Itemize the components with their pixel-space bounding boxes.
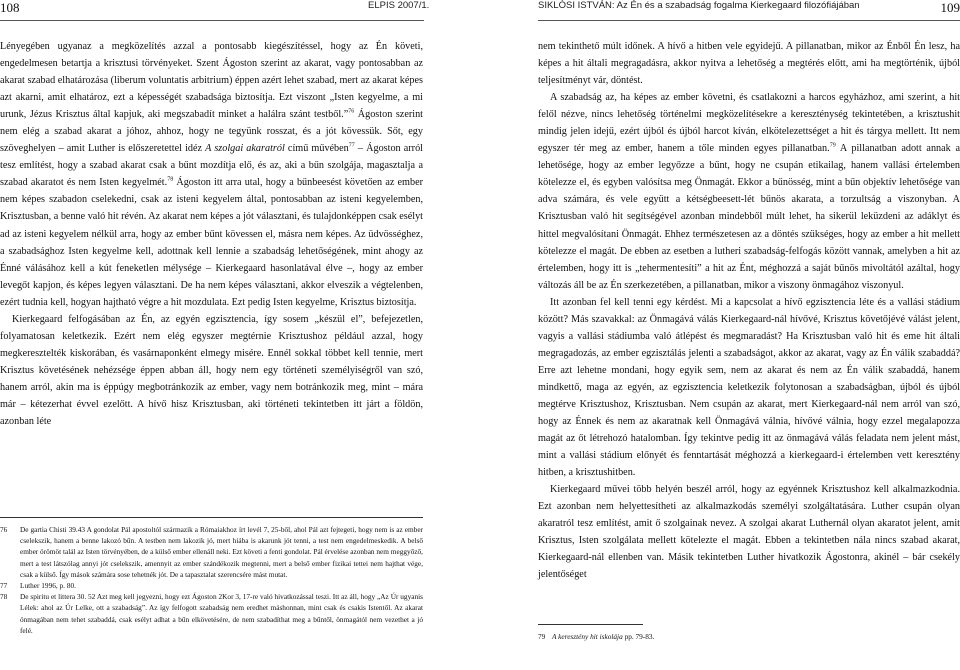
footnote-77-number: 77: [0, 581, 8, 591]
right-paragraph-2: [538, 89, 960, 294]
footnote-78: [0, 591, 423, 636]
left-paragraph-2: Kierkegaard felfogásában az Én, az egyén egzisztencia, így sosem „készül el”, befejezetlen, folyamatosan keletkezik. Ezért nem elég egyszer megtérnie Krisztushoz például azzal, hogy megkeresztelték kiskorában, és vasárnaponként elmegy misére. Ennél sokkal többet kell tennie, mert Krisztus követésének nehézsége éppen abban áll, hogy nem egy történeti személyiségről van szó, hanem arról, akin ma is éppúgy megbotránkozik az ember, vagy nem botránkozik meg, mint – mára már – kétezerhat évvel ezelőtt. A hívő hisz Krisztusban, aki történeti tekintetben itt járt a földön, azonban léte: [0, 313, 423, 428]
work-title-szolgai-akaratrol: A szolgai akaratról: [205, 143, 285, 155]
left-running-title: ELPIS 2007/1.: [368, 0, 430, 11]
footnote-76-text: De gartia Chisti 39.43 A gondolat Pál apostoltól származik a Rómaiakhoz írt levél 7, 25-ből, ahol Pál azt fejtegeti, hogy nem is az ember cselekszik, hanem a benne lakozó bűn. A testben nem lakozik jó, mert hiába is akarunk jót tenni, a test nem engedelmeskedik. A belső ember örömöt talál az Isten törvényében, de a külső ember ellenáll neki. Ezt követi a fenti gondolat. Pál érvelése azonban nem meggyőző, mert a test látszólag annyi jót cselekszik, amennyit az ember szándékozik megtenni, mert a belső ember fizikai tettei nem hajthat vége, csak a külső. Így mások számára sose tehetnék jót. De a tapasztalat szerencsére mást mutat.: [20, 525, 424, 579]
left-header-rule: [0, 20, 424, 21]
right-paragraph-4: Kierkegaard művei több helyén beszél arról, hogy az egyénnek Krisztushoz kell alkalmazkodnia. Ezt azonban nem helyettesítheti az alkalmazkodás személyi szolgáltatására. Luther csupán olyan akaratról tesz említést, amit ő szolgainak nevez. A szolgai akarat Luthernál olyan akaratot jelent, amit Krisztus, Isten szolgálata mellett kötelezte el magát. Ebben a tekintetben nála nincs szabad akarat, Kierkegaard-nál ellenben van. Másik tekintetben Luther hivatkozik Ágostonra, akinél – bár csekély jelentőséget: [538, 484, 960, 581]
footnote-76-number: 76: [0, 525, 8, 534]
footnote-ref-79[interactable]: 79: [829, 142, 836, 149]
right-header-rule: [538, 20, 960, 21]
right-paragraph-1: nem tekinthető múlt időnek. A hívő a hitben vele egyidejű. A pillanatban, mikor az Énből Én lesz, ha képes a hit általi megragadásra, akkor nyitva a lehetőség a megtérés előtt, ami ha megtörténik, újból teljesítményt vár, döntést.: [538, 41, 960, 87]
footnote-77-text: Luther 1996, p. 80.: [20, 581, 76, 591]
left-paragraph-1-cont-2: című művében: [284, 143, 349, 155]
right-page-number: 109: [940, 0, 960, 15]
right-paragraph-2-cont: A pillanatban adott annak a lehetősége, hogy az ember legyőzze a bűnt, hogy ne csupán etikailag, hanem vallási értelemben kötelezze el, és egyben valósítsa meg Önmagát. Ekkor a bűnösség, mint a bűn objektív lehetősége van adva számára, és vele együtt a kétségbeesett-lét bűnös akarata, a torzultság a viszonyban. A Krisztusban való hit segítségével azonban mindebből múlt lehet, ha sikerül leküzdeni az adáklyt és hittel megvalósítani Önmagát. Ehhez természetesen az a döntés szükséges, hogy az ember a hit mellett kötelezze el magát. De ebben az esetben a lutheri szabadság-felfogás között vannak, amelyben a hit az értelemben, hogy itt is „tehermentesíti” a hit az Ént, méghozzá a saját bűnös mivoltától azáltal, hogy változás áll be az Én szerkezetében, a pillanatban, mikor a viszony önmagához viszonyul.: [538, 143, 960, 291]
footnote-76: [0, 524, 423, 580]
left-paragraph-1-cont: Ágoston szerint nem elég a szabad akarat a jóhoz, ahhoz, hogy ne tegyünk rosszat, és a jót kövessük. Sőt, egy szöveghelyen – amit Luther is előszeretettel idéz: [0, 109, 423, 155]
footnote-ref-76[interactable]: 76: [348, 108, 355, 115]
left-column: [0, 38, 423, 430]
footnote-78-number: 78: [0, 592, 8, 602]
footnote-79-text: [552, 631, 654, 642]
footnote-78-text: De spiritu et littera 30. 52 Azt meg kell jegyezni, hogy ezt Ágoston 2Kor 3, 17-re való hivatkozással teszi. Itt az áll, hogy „Az Úr ugyanis Lélek: ahol az Úr Lelke, ott a szabadság”. Az így felfogott szabadság nem eredhet máshonnan, mint csak és csakis Istentől. Az akarat önmagában nem tehet szabaddá, csak esélyt adhat a bűn elkövetésére, de nem szabadíthat meg a bűntől, önmagától nem vezethet a jó felé.: [20, 592, 423, 635]
right-paragraph-2-text: A szabadság az, ha képes az ember követni, és csatlakozni a harcos egyházhoz, ami szerint, a hit felől nézve, nincs lehetőség történelmi megközelítésekre a kereszténység tekintetében, a krisztushit mindig jelen idejű, ezért újból és újból harcot kíván, elkötelezettséget a hit és tárgya mellett. Itt nem egyszer tér meg az ember, hanem a tőle minden egyes pillanatban.: [538, 92, 960, 155]
right-paragraph-3: Itt azonban fel kell tenni egy kérdést. Mi a kapcsolat a hívő egzisztencia léte és a vallási stádium között? Más szavakkal: az Önmagává válás Kierkegaard-nál hívővé, Krisztus követőjévé válást jelent, vagyis a vallási stádiumba való átlépést és megmaradást? Ha Krisztusban való hit és eme hit általi megragadozás, az ember egzisztálás jelenti a szabadságot, akkor az akarat, vagy az Én válik szabaddá? Erre azt lehetne mondani, hogy egyik sem, nem az akarat és nem az Én válik szabaddá, hanem mindkettő, maga az egyén, az egzisztencia keletkezik folytonosan a szabadságban, újból és újból megtérve Krisztushoz, Krisztusban. Nem csupán az akarat, mert Kierkegaard-nál nem arról van szó, hogy az Énnek és nem az akaratnak kell Önmagává válnia, hívővé válnia, hogy ezzel megalapozza magát az őt létrehozó hatalomban. Így tekintve pedig itt az önmagává válás feladata nem jelent mást, mint a vallási stádium előnyét és fenntartását méghozzá a kierkegaard-i értelemben vett keresztény hitben, a krisztushitben.: [538, 296, 960, 479]
footnote-79: [538, 631, 838, 642]
right-footnote-rule: [538, 624, 643, 625]
footnote-77: [0, 580, 423, 591]
left-paragraph-1-cont-3: – Ágoston arról tesz említést, hogy a szabad akarat csak a bűnt mozdítja elő, és az, aki a bűn szolgája, magasztalja a szabad akaratot és nem Isten kegyelmét.: [0, 143, 424, 189]
footnote-ref-77[interactable]: 77: [348, 142, 355, 149]
right-column: [538, 38, 960, 584]
left-paragraph-1-text: Lényegében ugyanaz a megközelítés azzal a pontosabb kiegészítéssel, hogy az Én követi, engedelmesen betartja a krisztusi törvényeket. Szent Ágoston szerint az akarat, vagy pontosabban az akarat szabad elhatározása (liberum voluntatis arbitrium) éppen azért lehet szabad, mert az akarat képes azt akarni, amit elhatároz, ezt a képességét szabadsága biztosítja. Ezt viszont „Isten kegyelme, a mi urunk, Jézus Krisztus által kapjuk, aki megszabadít minket a halálra szánt testből.”: [0, 41, 423, 121]
right-running-title: SIKLÓSI ISTVÁN: Az Én és a szabadság fogalma Kierkegaard filozófiájában: [538, 0, 860, 11]
left-paragraph-1: [0, 38, 423, 311]
left-footnotes: [0, 517, 423, 636]
footnote-79-title: A keresztény hit iskolája: [552, 632, 623, 641]
footnote-79-number: 79: [538, 632, 546, 641]
footnote-ref-78[interactable]: 78: [167, 176, 174, 183]
footnote-79-pages: pp. 79-83.: [624, 632, 655, 641]
left-page-number: 108: [0, 0, 20, 15]
left-paragraph-1-cont-4: Ágoston itt arra utal, hogy a bűnbeesést követően az ember nem képes szabadon cselekedni, csak az isteni kegyelem által, pontosabban az isteni kegyelemben, Krisztusban, a benne való hit révén. Az akarat nem képes a jót választani, és tulajdonképpen csak esélyt ad az isteni kegyelem nélkül arra, hogy az ember bűnt kövessen el, másra nem képes. Az üdvösséghez, a szabadsághoz Isten kegyelme kell, adottnak kell lennie a szabadság lehetőségének, mint ahogy az Énné válásához kell a kút feneketlen mélysége – Kierkegaard hasonlatával élve –, hogy az ember levegőt kapjon, és képes legyen választani. De ha nem képes választani, akkor elveszik a végtelenben, ezért tudnia kell, hogyan hajtható végre a hit mozdulata. Ezt pedig Isten kegyelme, Krisztus biztosítja.: [0, 177, 423, 308]
